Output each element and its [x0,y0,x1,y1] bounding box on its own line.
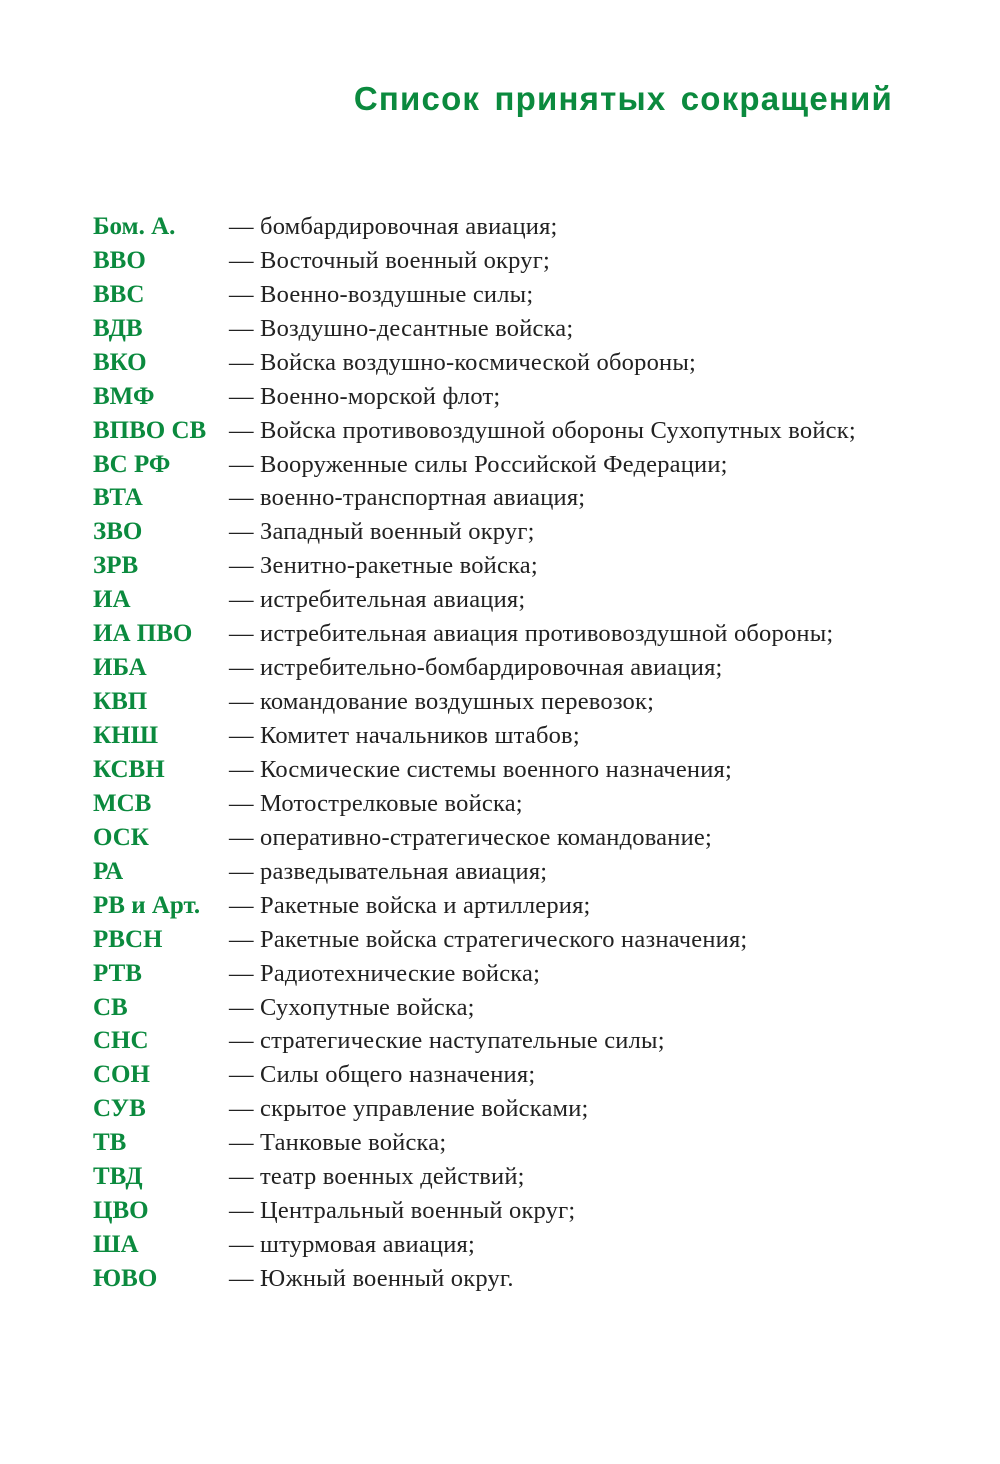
abbreviation-term: ИА ПВО [93,620,193,648]
abbreviation-definition: — Радиотехнические войска; [229,959,541,987]
abbreviation-definition: — Южный военный округ. [229,1265,514,1293]
abbreviation-definition: — командование воздушных перевозок; [229,688,655,716]
abbreviation-term: РТВ [93,959,142,987]
abbreviation-definition: — Западный военный округ; [229,518,535,546]
abbreviation-definition: — бомбардировочная авиация; [229,212,558,240]
abbreviation-definition: — Силы общего назначения; [229,1061,536,1089]
abbreviation-term: ВВО [93,246,146,274]
abbreviation-definition: — истребительная авиация противовоздушной обороны; [229,620,834,648]
abbreviation-definition: — Восточный военный округ; [229,246,550,274]
abbreviation-term: СВ [93,993,128,1021]
abbreviation-term: РА [93,857,124,885]
abbreviation-row [93,787,913,821]
abbreviation-row [93,210,913,244]
abbreviation-definition: — Мотострелковые войска; [229,789,523,817]
abbreviation-term: ЗРВ [93,552,139,580]
abbreviation-row [93,1025,913,1059]
abbreviation-term: ВДВ [93,314,143,342]
abbreviation-definition: — Воздушно-десантные войска; [229,314,574,342]
abbreviation-term: ОСК [93,823,149,851]
abbreviation-row [93,1058,913,1092]
abbreviation-row [93,957,913,991]
abbreviation-definition: — военно-транспортная авиация; [229,484,586,512]
abbreviation-term: ЮВО [93,1265,158,1293]
abbreviation-term: КНШ [93,722,159,750]
abbreviation-term: ВПВО СВ [93,416,207,444]
abbreviation-term: Бом. А. [93,212,176,240]
abbreviation-row [93,821,913,855]
abbreviation-row [93,312,913,346]
abbreviation-definition: — Военно-воздушные силы; [229,280,534,308]
abbreviation-term: ША [93,1231,139,1259]
abbreviation-definition: — скрытое управление войсками; [229,1095,589,1123]
abbreviation-definition: — Вооруженные силы Российской Федерации; [229,450,728,478]
abbreviation-term: ЗВО [93,518,143,546]
abbreviation-row [93,515,913,549]
abbreviation-term: ВТА [93,484,143,512]
abbreviation-row [93,1262,913,1296]
abbreviation-row [93,923,913,957]
abbreviation-definition: — Центральный военный округ; [229,1197,576,1225]
abbreviation-row [93,889,913,923]
abbreviation-term: ВКО [93,348,147,376]
abbreviation-term: ВВС [93,280,145,308]
abbreviation-term: КСВН [93,755,165,783]
abbreviation-row [93,1228,913,1262]
abbreviation-definition: — истребительно-бомбардировочная авиация; [229,654,723,682]
abbreviation-term: СНС [93,1027,149,1055]
abbreviation-row [93,278,913,312]
abbreviation-definition: — разведывательная авиация; [229,857,548,885]
abbreviation-row [93,719,913,753]
abbreviation-row [93,346,913,380]
abbreviation-term: РВ и Арт. [93,891,201,919]
abbreviation-definition: — Танковые войска; [229,1129,447,1157]
abbreviation-term: РВСН [93,925,163,953]
abbreviation-term: ЦВО [93,1197,149,1225]
abbreviation-row [93,617,913,651]
abbreviation-row [93,651,913,685]
abbreviation-row [93,1160,913,1194]
abbreviation-definition: — Зенитно-ракетные войска; [229,552,538,580]
abbreviation-row [93,991,913,1025]
abbreviation-definition: — Сухопутные войска; [229,993,475,1021]
abbreviation-row [93,855,913,889]
abbreviation-definition: — Войска воздушно-космической обороны; [229,348,696,376]
abbreviation-definition: — Военно-морской флот; [229,382,501,410]
abbreviation-row [93,414,913,448]
abbreviation-term: ТВД [93,1163,143,1191]
abbreviation-row [93,1194,913,1228]
abbreviation-term: ТВ [93,1129,127,1157]
abbreviation-definition: — Ракетные войска стратегического назначения; [229,925,748,953]
abbreviation-term: ИА [93,586,131,614]
abbreviation-row [93,244,913,278]
abbreviation-term: ИБА [93,654,147,682]
abbreviation-row [93,549,913,583]
abbreviation-row [93,685,913,719]
abbreviation-term: ВС РФ [93,450,171,478]
abbreviation-definition: — Ракетные войска и артиллерия; [229,891,591,919]
abbreviation-list [93,210,913,1296]
abbreviation-definition: — Комитет начальников штабов; [229,722,580,750]
abbreviation-definition: — театр военных действий; [229,1163,525,1191]
abbreviation-row [93,482,913,516]
abbreviation-term: МСВ [93,789,152,817]
abbreviation-term: ВМФ [93,382,155,410]
abbreviation-definition: — истребительная авиация; [229,586,526,614]
page-title: Список принятых сокращений [353,80,893,117]
abbreviation-definition: — Войска противовоздушной обороны Сухопутных войск; [229,416,856,444]
abbreviation-definition: — штурмовая авиация; [229,1231,475,1259]
abbreviation-row [93,753,913,787]
abbreviation-term: КВП [93,688,148,716]
abbreviation-definition: — Космические системы военного назначения; [229,755,732,783]
abbreviation-row [93,1092,913,1126]
abbreviation-row [93,448,913,482]
abbreviation-row [93,380,913,414]
abbreviation-row [93,1126,913,1160]
abbreviation-term: СУВ [93,1095,146,1123]
abbreviation-definition: — стратегические наступательные силы; [229,1027,665,1055]
abbreviation-term: СОН [93,1061,150,1089]
abbreviation-row [93,583,913,617]
abbreviation-definition: — оперативно-стратегическое командование; [229,823,712,851]
